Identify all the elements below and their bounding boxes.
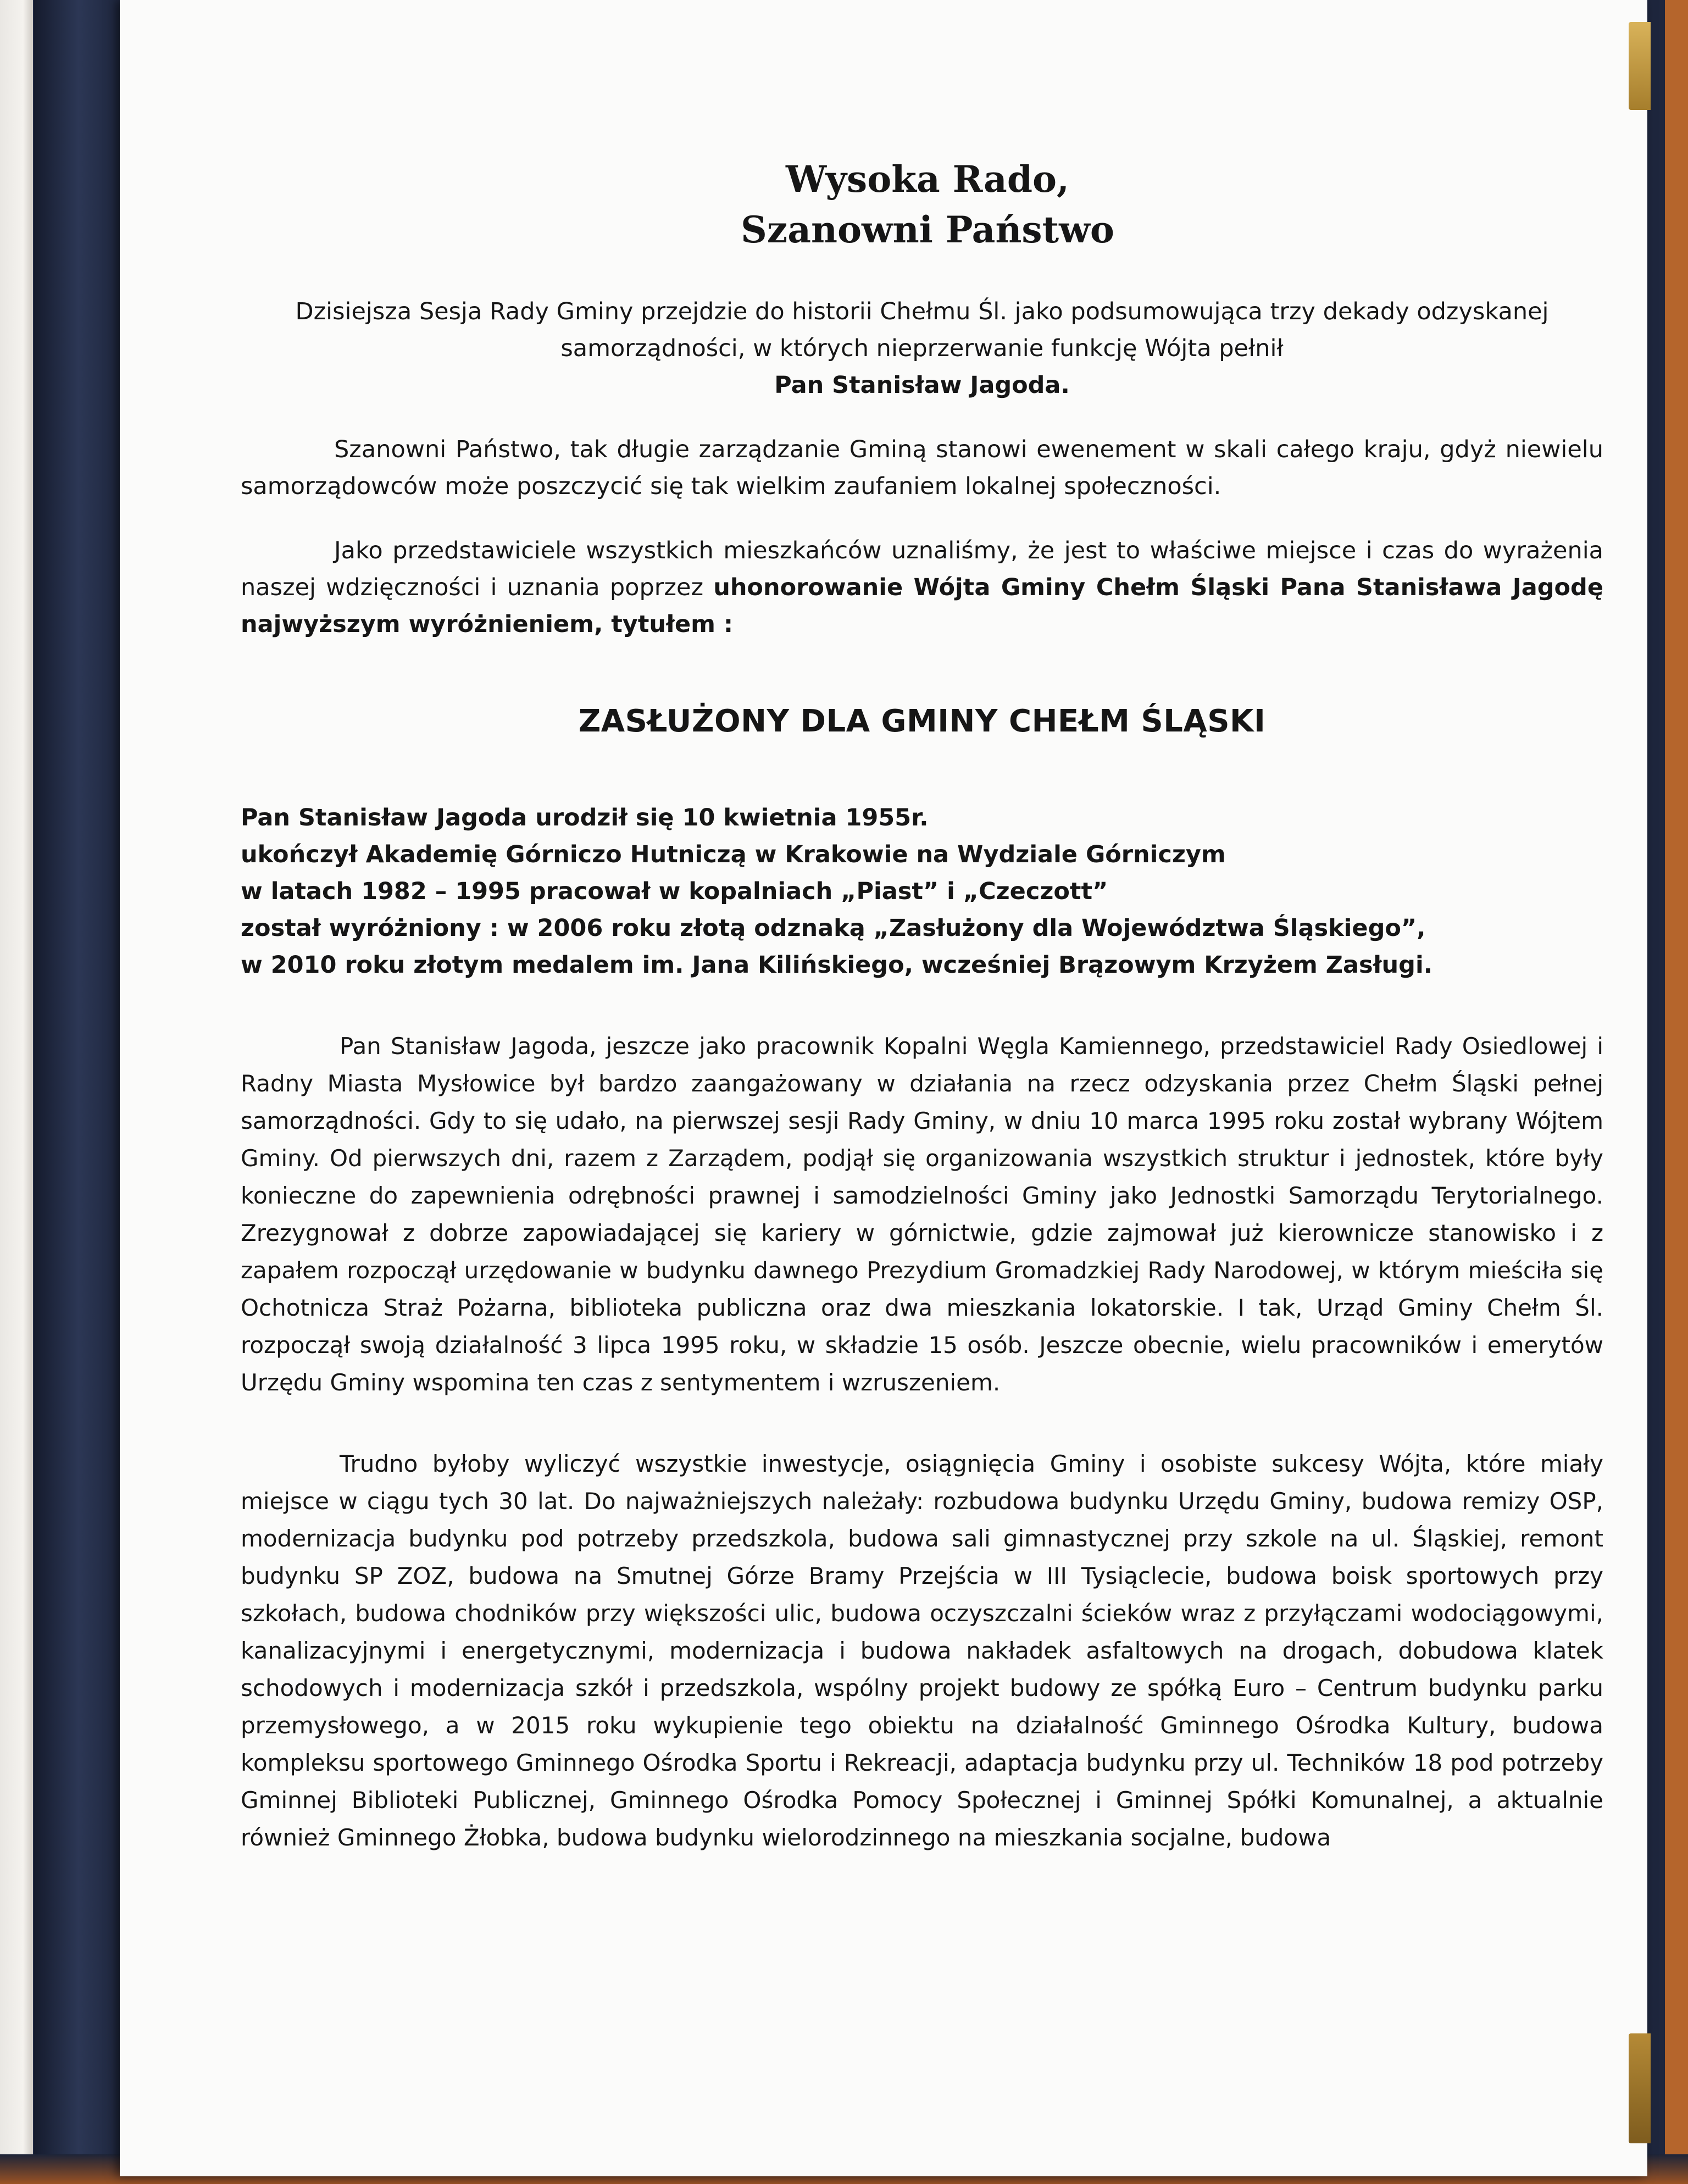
- document-title: [241, 154, 1603, 255]
- biography-list: [241, 800, 1603, 984]
- paragraph-2-bold: uhonorowanie Wójta Gminy Chełm Śląski Pana Stanisława Jagodę najwyższym wyróżnieniem, tytułem :: [241, 574, 1603, 638]
- document-page: [120, 0, 1647, 2176]
- title-line-1: Wysoka Rado,: [786, 158, 1069, 201]
- bio-line: w 2010 roku złotym medalem im. Jana Kilińskiego, wcześniej Brązowym Krzyżem Zasługi.: [241, 951, 1433, 979]
- paragraph-2: [241, 533, 1603, 643]
- gold-corner-bottom-right: [1629, 2033, 1651, 2143]
- folder-left-page: [0, 0, 33, 2184]
- intro-paragraph: [241, 293, 1603, 404]
- paragraph-1: Szanowni Państwo, tak długie zarządzanie Gminą stanowi ewenement w skali całego kraju, gdyż niewielu samorządowców może poszczycić się tak wielkim zaufaniem lokalnej społeczności.: [241, 436, 1603, 500]
- paragraph-3: Pan Stanisław Jagoda, jeszcze jako pracownik Kopalni Węgla Kamiennego, przedstawiciel Rady Osiedlowej i Radny Miasta Mysłowice był bardzo zaangażowany w działania na rzecz odzyskania przez Chełm Śląski pełnej samorządności. Gdy to się udało, na pierwszej sesji Rady Gminy, w dniu 10 marca 1995 roku został wybrany Wójtem Gminy. Od pierwszych dni, razem z Zarządem, podjął się organizowania wszystkich struktur i jednostek, które były konieczne do zapewnienia odrębności prawnej i samodzielności Gminy jako Jednostki Samorządu Terytorialnego. Zrezygnował z dobrze zapowiadającej się kariery w górnictwie, gdzie zajmował już kierownicze stanowisko i z zapałem rozpoczął urzędowanie w budynku dawnego Prezydium Gromadzkiej Rady Narodowej, w którym mieściła się Ochotnicza Straż Pożarna, biblioteka publiczna oraz dwa mieszkania lokatorskie. I tak, Urząd Gminy Chełm Śl. rozpoczął swoją działalność 3 lipca 1995 roku, w składzie 15 osób. Jeszcze obecnie, wielu pracowników i emerytów Urzędu Gminy wspomina ten czas z sentymentem i wzruszeniem.: [241, 1033, 1603, 1396]
- intro-text: Dzisiejsza Sesja Rady Gminy przejdzie do historii Chełmu Śl. jako podsumowująca trzy dekady odzyskanej samorządności, w których nieprzerwanie funkcję Wójta pełnił: [295, 298, 1549, 362]
- paragraph-4: Trudno byłoby wyliczyć wszystkie inwestycje, osiągnięcia Gminy i osobiste sukcesy Wójta, które miały miejsce w ciągu tych 30 lat. Do najważniejszych należały: rozbudowa budynku Urzędu Gminy, budowa remizy OSP, modernizacja budynku pod potrzeby przedszkola, budowa sali gimnastycznej przy szkole na ul. Śląskiej, remont budynku SP ZOZ, budowa na Smutnej Górze Bramy Przejścia w III Tysiąclecie, budowa boisk sportowych przy szkołach, budowa chodników przy większości ulic, budowa oczyszczalni ścieków wraz z przyłączami wodociągowymi, kanalizacyjnymi i energetycznymi, modernizacja i budowa nakładek asfaltowych na drogach, dobudowa klatek schodowych i modernizacja szkół i przedszkola, wspólny projekt budowy ze spółką Euro – Centrum budynku parku przemysłowego, a w 2015 roku wykupienie tego obiektu na działalność Gminnego Ośrodka Kultury, budowa kompleksu sportowego Gminnego Ośrodka Sportu i Rekreacji, adaptacja budynku przy ul. Techników 18 pod potrzeby Gminnej Biblioteki Publicznej, Gminnego Ośrodka Pomocy Społecznej i Gminnej Spółki Komunalnej, a aktualnie również Gminnego Żłobka, budowa budynku wielorodzinnego na mieszkania socjalne, budowa: [241, 1450, 1603, 1851]
- intro-name: Pan Stanisław Jagoda.: [774, 372, 1070, 399]
- bio-line: został wyróżniony : w 2006 roku złotą odznaką „Zasłużony dla Województwa Śląskiego”,: [241, 914, 1426, 942]
- bio-line: ukończył Akademię Górniczo Hutniczą w Krakowie na Wydziale Górniczym: [241, 841, 1226, 868]
- folder-spine: [34, 0, 133, 2184]
- title-line-2: Szanowni Państwo: [741, 208, 1114, 251]
- paragraph-2-text: Jako przedstawiciele wszystkich mieszkańców uznaliśmy, że jest to właściwe miejsce i czas do wyrażenia naszej wdzięczności i uznania poprzez: [241, 537, 1603, 601]
- gold-corner-top-right: [1629, 22, 1651, 110]
- award-title: ZASŁUŻONY DLA GMINY CHEŁM ŚLĄSKI: [578, 703, 1266, 739]
- document-content: [241, 154, 1603, 1856]
- bio-line: Pan Stanisław Jagoda urodził się 10 kwietnia 1955r.: [241, 804, 929, 832]
- bio-line: w latach 1982 – 1995 pracował w kopalniach „Piast” i „Czeczott”: [241, 878, 1108, 905]
